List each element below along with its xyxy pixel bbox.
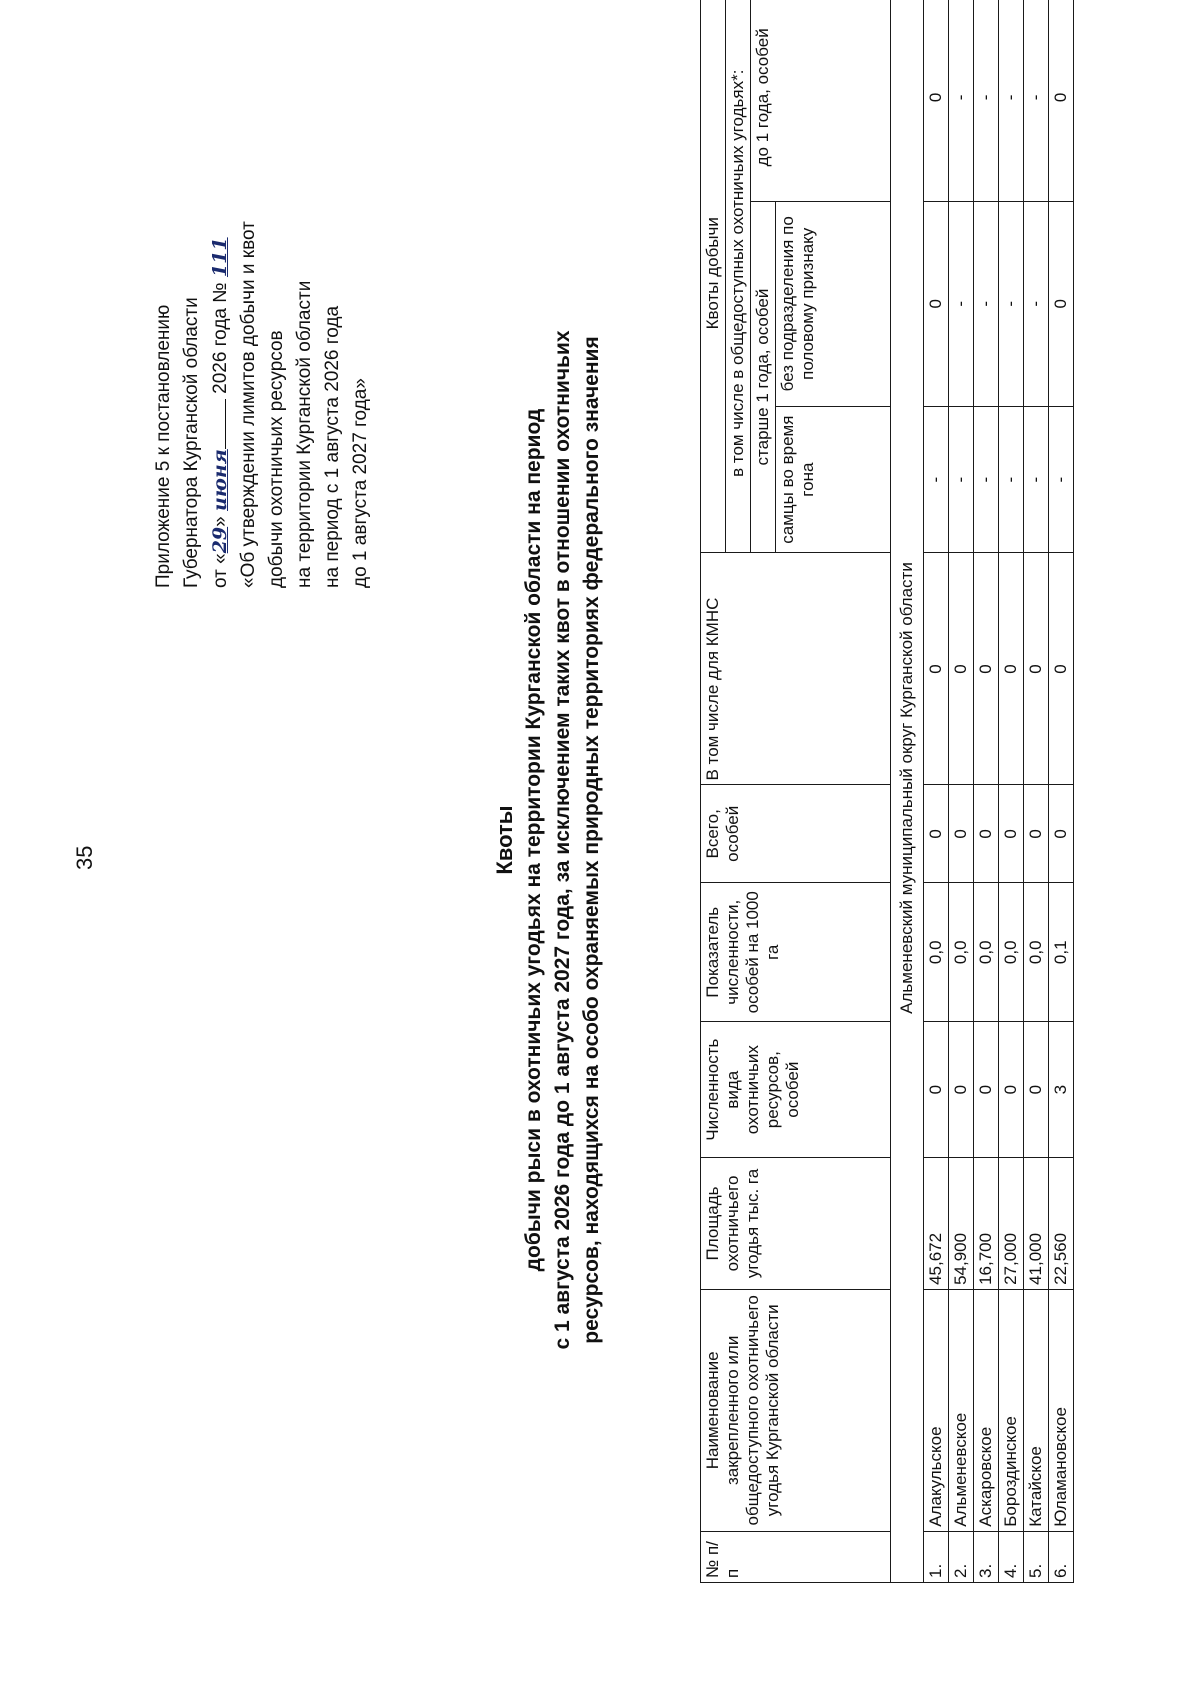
cell-count: 0 [949, 1022, 974, 1158]
cell-name: Юламановское [1049, 1289, 1074, 1531]
cell-count: 0 [1024, 1022, 1049, 1158]
cell-total: 0 [924, 785, 949, 883]
cell-area: 16,700 [974, 1158, 999, 1290]
header-kmns: В том числе для КМНС [701, 553, 891, 785]
document-title [490, 290, 606, 1390]
cell-young: - [999, 0, 1024, 201]
cell-name: Аскаровское [974, 1289, 999, 1531]
handwritten-month: июня [209, 449, 231, 511]
cell-density: 0,0 [999, 883, 1024, 1022]
quota-table [700, 0, 1074, 1583]
cell-young: - [949, 0, 974, 201]
cell-total: 0 [1049, 785, 1074, 883]
cell-name: Альменевское [949, 1289, 974, 1531]
cell-area: 41,000 [1024, 1158, 1049, 1290]
title-line: добычи рыси в охотничьих угодьях на территории Курганской области на период [522, 408, 545, 1272]
cell-count: 3 [1049, 1022, 1074, 1158]
header-name: Наименование закрепленного или общедоступного охотничьего угодья Курганской области [701, 1289, 891, 1531]
table-row [999, 0, 1024, 1583]
cell-count: 0 [924, 1022, 949, 1158]
cell-kmns: 0 [999, 553, 1024, 785]
appendix-line: добычи охотничьих ресурсов [266, 330, 287, 588]
cell-kmns: 0 [949, 553, 974, 785]
date-close: » [210, 516, 231, 527]
appendix-date-line [206, 48, 235, 588]
appendix-line: до 1 августа 2027 года» [350, 378, 371, 588]
header-quotas: Квоты добычи [701, 0, 726, 553]
cell-kmns: 0 [1024, 553, 1049, 785]
table-row [974, 0, 999, 1583]
cell-males: - [999, 406, 1024, 553]
cell-kmns: 0 [924, 553, 949, 785]
cell-name: Катайское [1024, 1289, 1049, 1531]
cell-total: 0 [974, 785, 999, 883]
header-public: в том числе в общедоступных охотничьих угодьях*: [726, 0, 751, 553]
cell-density: 0,0 [974, 883, 999, 1022]
handwritten-day: 29 [209, 526, 231, 554]
cell-males: - [949, 406, 974, 553]
cell-total: 0 [1024, 785, 1049, 883]
cell-nosex: 0 [924, 201, 949, 406]
cell-males: - [974, 406, 999, 553]
header-nosex: без подразделения по половому признаку [776, 201, 891, 406]
cell-density: 0,0 [924, 883, 949, 1022]
cell-nosex: - [974, 201, 999, 406]
cell-young: 0 [924, 0, 949, 201]
cell-area: 54,900 [949, 1158, 974, 1290]
appendix-line: Приложение 5 к постановлению [153, 304, 174, 588]
cell-total: 0 [999, 785, 1024, 883]
appendix-header [150, 48, 375, 588]
cell-area: 45,672 [924, 1158, 949, 1290]
cell-number: 2. [949, 1531, 974, 1582]
handwritten-doc-number: 111 [209, 237, 231, 278]
cell-total: 0 [949, 785, 974, 883]
cell-nosex: - [999, 201, 1024, 406]
blank-line [225, 399, 226, 449]
date-prefix: от « [210, 553, 231, 588]
cell-number: 5. [1024, 1531, 1049, 1582]
cell-nosex: 0 [1049, 201, 1074, 406]
section-heading: Альменевский муниципальный округ Курганской области [891, 0, 924, 1583]
cell-young: - [974, 0, 999, 201]
title-line: ресурсов, находящихся на особо охраняемых природных территориях федерального значения [580, 336, 603, 1344]
cell-name: Бороздинское [999, 1289, 1024, 1531]
appendix-line: на период с 1 августа 2026 года [322, 305, 343, 588]
header-older: старше 1 года, особей [751, 201, 776, 553]
cell-name: Алакульское [924, 1289, 949, 1531]
cell-males: - [1024, 406, 1049, 553]
header-area: Площадь охотничьего угодья тыс. га [701, 1158, 891, 1290]
appendix-line: «Об утверждении лимитов добычи и квот [238, 221, 259, 588]
table-row [1024, 0, 1049, 1583]
cell-number: 6. [1049, 1531, 1074, 1582]
cell-area: 22,560 [1049, 1158, 1074, 1290]
header-total: Всего, особей [701, 785, 891, 883]
cell-nosex: - [949, 201, 974, 406]
title-heading: Квоты [492, 805, 517, 875]
cell-kmns: 0 [1049, 553, 1074, 785]
cell-density: 0,1 [1049, 883, 1074, 1022]
cell-area: 27,000 [999, 1158, 1024, 1290]
cell-males: - [924, 406, 949, 553]
table-row [924, 0, 949, 1583]
header-count: Численность вида охотничьих ресурсов, особей [701, 1022, 891, 1158]
cell-density: 0,0 [949, 883, 974, 1022]
header-number: № п/п [701, 1531, 891, 1582]
title-line: с 1 августа 2026 года до 1 августа 2027 года, за исключением таких квот в отношении охотничьих [551, 330, 574, 1350]
cell-nosex: - [1024, 201, 1049, 406]
cell-number: 4. [999, 1531, 1024, 1582]
table-row [949, 0, 974, 1583]
year-text: 2026 года № [210, 282, 231, 394]
cell-young: 0 [1049, 0, 1074, 201]
header-density: Показатель численности, особей на 1000 га [701, 883, 891, 1022]
header-males: самцы во время гона [776, 406, 891, 553]
table-row [1049, 0, 1074, 1583]
appendix-line: Губернатора Курганской области [181, 297, 202, 588]
header-young: до 1 года, особей [751, 0, 891, 201]
cell-density: 0,0 [1024, 883, 1049, 1022]
cell-number: 3. [974, 1531, 999, 1582]
cell-number: 1. [924, 1531, 949, 1582]
cell-males: - [1049, 406, 1074, 553]
cell-count: 0 [974, 1022, 999, 1158]
cell-young: - [1024, 0, 1049, 201]
appendix-line: на территории Курганской области [294, 280, 315, 588]
page-number: 35 [72, 845, 97, 870]
cell-count: 0 [999, 1022, 1024, 1158]
cell-kmns: 0 [974, 553, 999, 785]
